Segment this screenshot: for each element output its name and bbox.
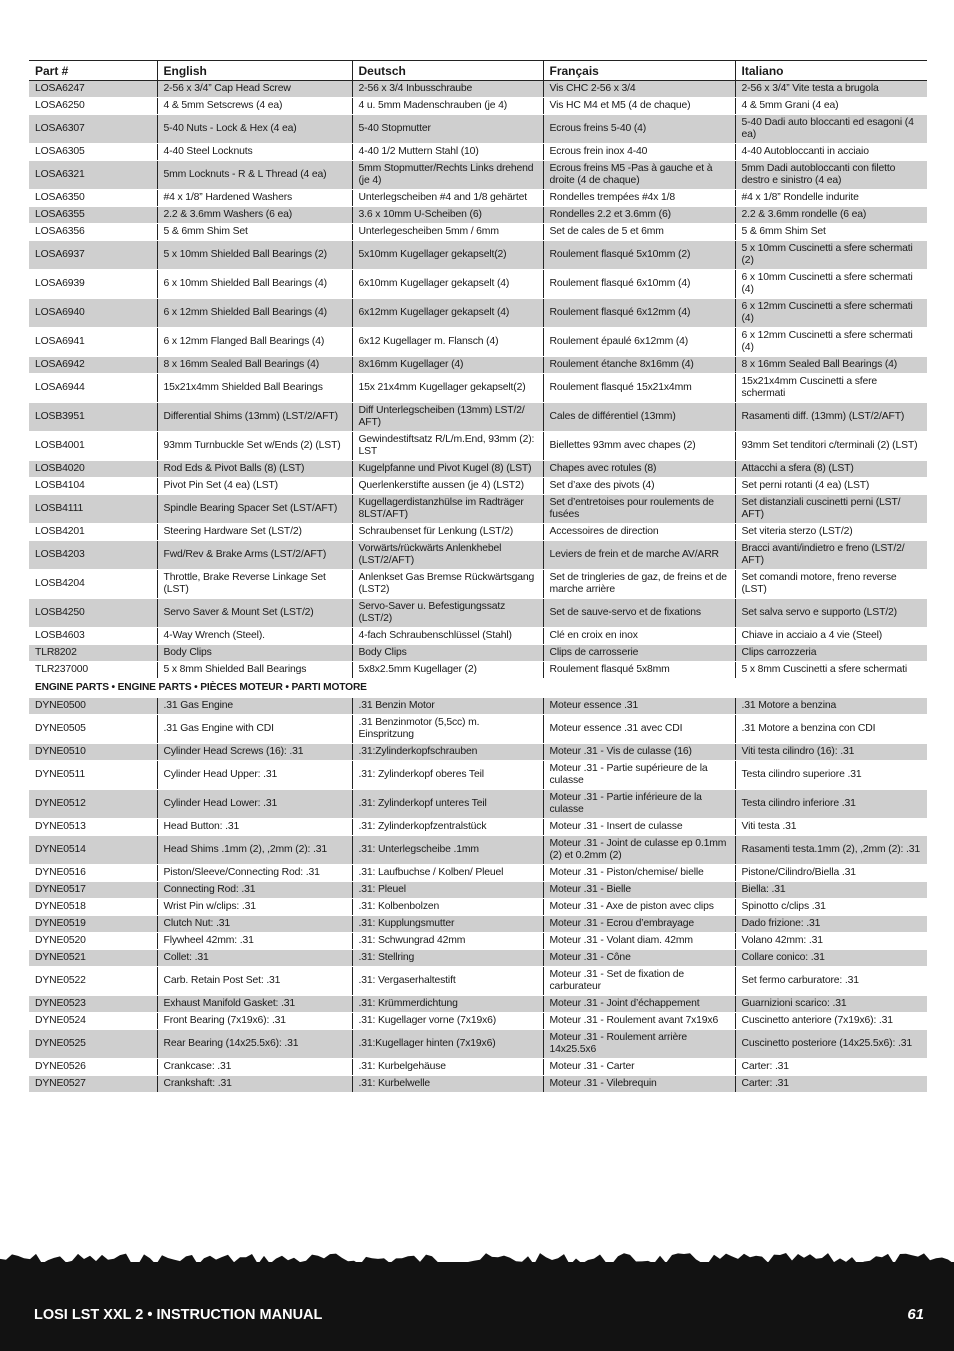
italiano-cell: 2.2 & 3.6mm rondelle (6 ea)	[735, 207, 927, 224]
table-row	[29, 645, 927, 662]
english-cell: Cylinder Head Lower: .31	[157, 790, 352, 819]
part-number-cell: LOSB4603	[29, 628, 157, 645]
italiano-cell: Dado frizione: .31	[735, 916, 927, 933]
francais-cell: Moteur .31 - Set de fixation de carburateur	[543, 967, 735, 996]
table-row	[29, 744, 927, 761]
english-cell: Carb. Retain Post Set: .31	[157, 967, 352, 996]
francais-cell: Moteur .31 - Carter	[543, 1059, 735, 1076]
francais-cell: Chapes avec rotules (8)	[543, 461, 735, 478]
deutsch-cell: .31: Zylinderkopf unteres Teil	[352, 790, 543, 819]
part-number-cell: LOSB4001	[29, 432, 157, 461]
deutsch-cell: Unterlegscheiben #4 and 1/8 gehärtet	[352, 190, 543, 207]
part-number-cell: LOSB4204	[29, 570, 157, 599]
section-row	[29, 679, 927, 698]
table-row	[29, 299, 927, 328]
francais-cell: Moteur essence .31 avec CDI	[543, 715, 735, 744]
table-row	[29, 224, 927, 241]
english-cell: Steering Hardware Set (LST/2)	[157, 524, 352, 541]
page-number: 61	[907, 1306, 924, 1323]
francais-cell: Moteur essence .31	[543, 698, 735, 715]
english-cell: .31 Gas Engine	[157, 698, 352, 715]
francais-cell: Set de cales de 5 et 6mm	[543, 224, 735, 241]
italiano-cell: 93mm Set tenditori c/terminali (2) (LST)	[735, 432, 927, 461]
francais-cell: Moteur .31 - Volant diam. 42mm	[543, 933, 735, 950]
english-cell: 5 x 10mm Shielded Ball Bearings (2)	[157, 241, 352, 270]
deutsch-cell: 5mm Stopmutter/Rechts Links drehend (je 4)	[352, 161, 543, 190]
italiano-cell: Testa cilindro inferiore .31	[735, 790, 927, 819]
table-row	[29, 1059, 927, 1076]
francais-cell: Clips de carrosserie	[543, 645, 735, 662]
francais-cell: Set de tringleries de gaz, de freins et de marche arrière	[543, 570, 735, 599]
table-row	[29, 967, 927, 996]
deutsch-cell: Kugelpfanne und Pivot Kugel (8) (LST)	[352, 461, 543, 478]
part-number-cell: LOSA6307	[29, 115, 157, 144]
francais-cell: Moteur .31 - Cône	[543, 950, 735, 967]
part-number-cell: DYNE0519	[29, 916, 157, 933]
italiano-cell: 4 & 5mm Grani (4 ea)	[735, 98, 927, 115]
table-row	[29, 819, 927, 836]
part-number-cell: LOSB4203	[29, 541, 157, 570]
francais-cell: Roulement étanche 8x16mm (4)	[543, 357, 735, 374]
table-row	[29, 357, 927, 374]
table-row	[29, 81, 927, 98]
section-title: ENGINE PARTS • ENGINE PARTS • PIÈCES MOTEUR • PARTI MOTORE	[29, 679, 927, 698]
italiano-cell: Cuscinetto anteriore (7x19x6): .31	[735, 1013, 927, 1030]
part-number-cell: LOSA6305	[29, 144, 157, 161]
francais-cell: Moteur .31 - Vis de culasse (16)	[543, 744, 735, 761]
table-row	[29, 541, 927, 570]
italiano-cell: 6 x 10mm Cuscinetti a sfere schermati (4)	[735, 270, 927, 299]
english-cell: 93mm Turnbuckle Set w/Ends (2) (LST)	[157, 432, 352, 461]
table-row	[29, 865, 927, 882]
deutsch-cell: 8x16mm Kugellager (4)	[352, 357, 543, 374]
deutsch-cell: .31: Zylinderkopfzentralstück	[352, 819, 543, 836]
table-row	[29, 899, 927, 916]
english-cell: Clutch Nut: .31	[157, 916, 352, 933]
header-english: English	[157, 61, 352, 81]
parts-table	[29, 60, 927, 1093]
english-cell: Crankcase: .31	[157, 1059, 352, 1076]
italiano-cell: Rasamenti diff. (13mm) (LST/2/AFT)	[735, 403, 927, 432]
table-row	[29, 628, 927, 645]
italiano-cell: Rasamenti testa.1mm (2), ,2mm (2): .31	[735, 836, 927, 865]
english-cell: Servo Saver & Mount Set (LST/2)	[157, 599, 352, 628]
deutsch-cell: .31:Kugellager hinten (7x19x6)	[352, 1030, 543, 1059]
deutsch-cell: Unterlegescheiben 5mm / 6mm	[352, 224, 543, 241]
deutsch-cell: 4-fach Schraubenschlüssel (Stahl)	[352, 628, 543, 645]
english-cell: Collet: .31	[157, 950, 352, 967]
header-deutsch: Deutsch	[352, 61, 543, 81]
deutsch-cell: .31: Zylinderkopf oberes Teil	[352, 761, 543, 790]
deutsch-cell: Diff Unterlegscheiben (13mm) LST/2/ AFT)	[352, 403, 543, 432]
part-number-cell: DYNE0522	[29, 967, 157, 996]
francais-cell: Moteur .31 - Joint de culasse ep 0.1mm (2) et 0.2mm (2)	[543, 836, 735, 865]
part-number-cell: LOSA6355	[29, 207, 157, 224]
english-cell: 6 x 10mm Shielded Ball Bearings (4)	[157, 270, 352, 299]
part-number-cell: LOSB3951	[29, 403, 157, 432]
francais-cell: Rondelles trempées #4x 1/8	[543, 190, 735, 207]
deutsch-cell: 5x8x2.5mm Kugellager (2)	[352, 662, 543, 679]
italiano-cell: 15x21x4mm Cuscinetti a sfere schermati	[735, 374, 927, 403]
deutsch-cell: .31: Unterlegscheibe .1mm	[352, 836, 543, 865]
deutsch-cell: Vorwärts/rückwärts Anlenkhebel (LST/2/AFT)	[352, 541, 543, 570]
part-number-cell: DYNE0516	[29, 865, 157, 882]
table-row	[29, 478, 927, 495]
francais-cell: Moteur .31 - Partie inférieure de la culasse	[543, 790, 735, 819]
table-row	[29, 115, 927, 144]
header-italiano: Italiano	[735, 61, 927, 81]
francais-cell: Ecrous frein inox 4-40	[543, 144, 735, 161]
italiano-cell: Testa cilindro superiore .31	[735, 761, 927, 790]
deutsch-cell: 4 u. 5mm Madenschrauben (je 4)	[352, 98, 543, 115]
table-row	[29, 933, 927, 950]
part-number-cell: LOSB4111	[29, 495, 157, 524]
part-number-cell: LOSB4201	[29, 524, 157, 541]
italiano-cell: 6 x 12mm Cuscinetti a sfere schermati (4)	[735, 328, 927, 357]
francais-cell: Roulement flasqué 5x8mm	[543, 662, 735, 679]
italiano-cell: Carter: .31	[735, 1059, 927, 1076]
deutsch-cell: .31: Kolbenbolzen	[352, 899, 543, 916]
francais-cell: Rondelles 2.2 et 3.6mm (6)	[543, 207, 735, 224]
francais-cell: Moteur .31 - Roulement arrière 14x25.5x6	[543, 1030, 735, 1059]
deutsch-cell: .31: Pleuel	[352, 882, 543, 899]
english-cell: Body Clips	[157, 645, 352, 662]
francais-cell: Moteur .31 - Axe de piston avec clips	[543, 899, 735, 916]
english-cell: Connecting Rod: .31	[157, 882, 352, 899]
francais-cell: Roulement épaulé 6x12mm (4)	[543, 328, 735, 357]
deutsch-cell: Schraubenset für Lenkung (LST/2)	[352, 524, 543, 541]
part-number-cell: DYNE0525	[29, 1030, 157, 1059]
english-cell: 8 x 16mm Sealed Ball Bearings (4)	[157, 357, 352, 374]
part-number-cell: LOSA6944	[29, 374, 157, 403]
table-row	[29, 98, 927, 115]
part-number-cell: DYNE0500	[29, 698, 157, 715]
table-row	[29, 790, 927, 819]
francais-cell: Cales de différentiel (13mm)	[543, 403, 735, 432]
part-number-cell: DYNE0518	[29, 899, 157, 916]
francais-cell: Roulement flasqué 6x10mm (4)	[543, 270, 735, 299]
table-row	[29, 374, 927, 403]
english-cell: Piston/Sleeve/Connecting Rod: .31	[157, 865, 352, 882]
italiano-cell: 5 & 6mm Shim Set	[735, 224, 927, 241]
english-cell: Fwd/Rev & Brake Arms (LST/2/AFT)	[157, 541, 352, 570]
header-francais: Français	[543, 61, 735, 81]
deutsch-cell: 6x10mm Kugellager gekapselt (4)	[352, 270, 543, 299]
deutsch-cell: Gewindestiftsatz R/L/m.End, 93mm (2): LST	[352, 432, 543, 461]
english-cell: 6 x 12mm Flanged Ball Bearings (4)	[157, 328, 352, 357]
deutsch-cell: 6x12mm Kugellager gekapselt (4)	[352, 299, 543, 328]
italiano-cell: Clips carrozzeria	[735, 645, 927, 662]
part-number-cell: DYNE0526	[29, 1059, 157, 1076]
table-row	[29, 950, 927, 967]
italiano-cell: 5-40 Dadi auto bloccanti ed esagoni (4 ea)	[735, 115, 927, 144]
francais-cell: Moteur .31 - Partie supérieure de la culasse	[543, 761, 735, 790]
italiano-cell: Viti testa .31	[735, 819, 927, 836]
english-cell: Spindle Bearing Spacer Set (LST/AFT)	[157, 495, 352, 524]
deutsch-cell: 5-40 Stopmutter	[352, 115, 543, 144]
part-number-cell: LOSA6250	[29, 98, 157, 115]
part-number-cell: TLR237000	[29, 662, 157, 679]
deutsch-cell: Servo-Saver u. Befestigungssatz (LST/2)	[352, 599, 543, 628]
italiano-cell: Attacchi a sfera (8) (LST)	[735, 461, 927, 478]
part-number-cell: LOSB4104	[29, 478, 157, 495]
italiano-cell: Set fermo carburatore: .31	[735, 967, 927, 996]
francais-cell: Roulement flasqué 15x21x4mm	[543, 374, 735, 403]
deutsch-cell: .31: Laufbuchse / Kolben/ Pleuel	[352, 865, 543, 882]
english-cell: Cylinder Head Upper: .31	[157, 761, 352, 790]
english-cell: 15x21x4mm Shielded Ball Bearings	[157, 374, 352, 403]
deutsch-cell: .31 Benzinmotor (5,5cc) m. Einspritzung	[352, 715, 543, 744]
english-cell: Differential Shims (13mm) (LST/2/AFT)	[157, 403, 352, 432]
footer-title: LOSI LST XXL 2 • INSTRUCTION MANUAL	[34, 1307, 323, 1323]
francais-cell: Clé en croix en inox	[543, 628, 735, 645]
italiano-cell: 5 x 10mm Cuscinetti a sfere schermati (2)	[735, 241, 927, 270]
table-row	[29, 328, 927, 357]
table-row	[29, 207, 927, 224]
table-header-row	[29, 61, 927, 81]
francais-cell: Set de sauve-servo et de fixations	[543, 599, 735, 628]
part-number-cell: LOSA6937	[29, 241, 157, 270]
part-number-cell: LOSA6939	[29, 270, 157, 299]
english-cell: Exhaust Manifold Gasket: .31	[157, 996, 352, 1013]
deutsch-cell: Anlenkset Gas Bremse Rückwärtsgang (LST2)	[352, 570, 543, 599]
francais-cell: Vis HC M4 et M5 (4 de chaque)	[543, 98, 735, 115]
francais-cell: Set d’entretoises pour roulements de fusées	[543, 495, 735, 524]
italiano-cell: Pistone/Cilindro/Biella .31	[735, 865, 927, 882]
english-cell: #4 x 1/8” Hardened Washers	[157, 190, 352, 207]
deutsch-cell: 6x12 Kugellager m. Flansch (4)	[352, 328, 543, 357]
part-number-cell: DYNE0514	[29, 836, 157, 865]
francais-cell: Moteur .31 - Bielle	[543, 882, 735, 899]
table-row	[29, 882, 927, 899]
italiano-cell: Set viteria sterzo (LST/2)	[735, 524, 927, 541]
table-row	[29, 996, 927, 1013]
italiano-cell: .31 Motore a benzina	[735, 698, 927, 715]
part-number-cell: LOSA6247	[29, 81, 157, 98]
part-number-cell: LOSA6321	[29, 161, 157, 190]
table-row	[29, 495, 927, 524]
table-row	[29, 461, 927, 478]
english-cell: Crankshaft: .31	[157, 1076, 352, 1093]
francais-cell: Leviers de frein et de marche AV/ARR	[543, 541, 735, 570]
italiano-cell: Viti testa cilindro (16): .31	[735, 744, 927, 761]
english-cell: Head Shims .1mm (2), ,2mm (2): .31	[157, 836, 352, 865]
deutsch-cell: .31: Krümmerdichtung	[352, 996, 543, 1013]
english-cell: Flywheel 42mm: .31	[157, 933, 352, 950]
italiano-cell: Set distanziali cuscinetti perni (LST/ AFT)	[735, 495, 927, 524]
part-number-cell: DYNE0527	[29, 1076, 157, 1093]
part-number-cell: LOSA6940	[29, 299, 157, 328]
part-number-cell: DYNE0524	[29, 1013, 157, 1030]
italiano-cell: Volano 42mm: .31	[735, 933, 927, 950]
deutsch-cell: .31: Stellring	[352, 950, 543, 967]
deutsch-cell: .31: Kupplungsmutter	[352, 916, 543, 933]
part-number-cell: LOSB4250	[29, 599, 157, 628]
part-number-cell: DYNE0512	[29, 790, 157, 819]
part-number-cell: LOSA6350	[29, 190, 157, 207]
english-cell: 5 & 6mm Shim Set	[157, 224, 352, 241]
english-cell: 4-40 Steel Locknuts	[157, 144, 352, 161]
english-cell: Cylinder Head Screws (16): .31	[157, 744, 352, 761]
table-row	[29, 161, 927, 190]
english-cell: Head Button: .31	[157, 819, 352, 836]
table-row	[29, 662, 927, 679]
table-row	[29, 698, 927, 715]
italiano-cell: Collare conico: .31	[735, 950, 927, 967]
table-row	[29, 432, 927, 461]
english-cell: Front Bearing (7x19x6): .31	[157, 1013, 352, 1030]
italiano-cell: Set comandi motore, freno reverse (LST)	[735, 570, 927, 599]
francais-cell: Accessoires de direction	[543, 524, 735, 541]
francais-cell: Set d’axe des pivots (4)	[543, 478, 735, 495]
english-cell: 2.2 & 3.6mm Washers (6 ea)	[157, 207, 352, 224]
deutsch-cell: 15x 21x4mm Kugellager gekapselt(2)	[352, 374, 543, 403]
part-number-cell: DYNE0511	[29, 761, 157, 790]
table-row	[29, 144, 927, 161]
english-cell: 4 & 5mm Setscrews (4 ea)	[157, 98, 352, 115]
italiano-cell: Chiave in acciaio a 4 vie (Steel)	[735, 628, 927, 645]
table-row	[29, 836, 927, 865]
header-part-number: Part #	[29, 61, 157, 81]
italiano-cell: 4-40 Autobloccanti in acciaio	[735, 144, 927, 161]
francais-cell: Vis CHC 2-56 x 3/4	[543, 81, 735, 98]
italiano-cell: 5mm Dadi autobloccanti con filetto destro e sinistro (4 ea)	[735, 161, 927, 190]
deutsch-cell: .31:Zylinderkopfschrauben	[352, 744, 543, 761]
italiano-cell: .31 Motore a benzina con CDI	[735, 715, 927, 744]
deutsch-cell: 4-40 1/2 Muttern Stahl (10)	[352, 144, 543, 161]
english-cell: 5mm Locknuts - R & L Thread (4 ea)	[157, 161, 352, 190]
table-row	[29, 190, 927, 207]
deutsch-cell: 5x10mm Kugellager gekapselt(2)	[352, 241, 543, 270]
part-number-cell: LOSA6942	[29, 357, 157, 374]
italiano-cell: Guarnizioni scarico: .31	[735, 996, 927, 1013]
francais-cell: Roulement flasqué 6x12mm (4)	[543, 299, 735, 328]
table-row	[29, 241, 927, 270]
english-cell: .31 Gas Engine with CDI	[157, 715, 352, 744]
part-number-cell: DYNE0521	[29, 950, 157, 967]
italiano-cell: 6 x 12mm Cuscinetti a sfere schermati (4)	[735, 299, 927, 328]
english-cell: Wrist Pin w/clips: .31	[157, 899, 352, 916]
francais-cell: Moteur .31 - Roulement avant 7x19x6	[543, 1013, 735, 1030]
english-cell: Throttle, Brake Reverse Linkage Set (LST)	[157, 570, 352, 599]
part-number-cell: DYNE0505	[29, 715, 157, 744]
francais-cell: Ecrous freins 5-40 (4)	[543, 115, 735, 144]
francais-cell: Ecrous freins M5 -Pas à gauche et à droite (4 de chaque)	[543, 161, 735, 190]
francais-cell: Moteur .31 - Insert de culasse	[543, 819, 735, 836]
francais-cell: Moteur .31 - Vilebrequin	[543, 1076, 735, 1093]
francais-cell: Roulement flasqué 5x10mm (2)	[543, 241, 735, 270]
table-row	[29, 761, 927, 790]
part-number-cell: DYNE0513	[29, 819, 157, 836]
english-cell: 5-40 Nuts - Lock & Hex (4 ea)	[157, 115, 352, 144]
deutsch-cell: .31: Vergaserhaltestift	[352, 967, 543, 996]
francais-cell: Moteur .31 - Joint d’échappement	[543, 996, 735, 1013]
part-number-cell: DYNE0523	[29, 996, 157, 1013]
english-cell: Pivot Pin Set (4 ea) (LST)	[157, 478, 352, 495]
table-row	[29, 1030, 927, 1059]
part-number-cell: DYNE0510	[29, 744, 157, 761]
english-cell: 4-Way Wrench (Steel).	[157, 628, 352, 645]
english-cell: 2-56 x 3/4” Cap Head Screw	[157, 81, 352, 98]
italiano-cell: Bracci avanti/indietro e freno (LST/2/ AFT)	[735, 541, 927, 570]
francais-cell: Moteur .31 - Ecrou d’embrayage	[543, 916, 735, 933]
italiano-cell: Carter: .31	[735, 1076, 927, 1093]
part-number-cell: DYNE0520	[29, 933, 157, 950]
deutsch-cell: .31: Kurbelgehäuse	[352, 1059, 543, 1076]
table-row	[29, 270, 927, 299]
deutsch-cell: Querlenkerstifte aussen (je 4) (LST2)	[352, 478, 543, 495]
deutsch-cell: .31: Kurbelwelle	[352, 1076, 543, 1093]
table-row	[29, 570, 927, 599]
italiano-cell: 2-56 x 3/4” Vite testa a brugola	[735, 81, 927, 98]
italiano-cell: #4 x 1/8” Rondelle indurite	[735, 190, 927, 207]
english-cell: 5 x 8mm Shielded Ball Bearings	[157, 662, 352, 679]
part-number-cell: LOSA6356	[29, 224, 157, 241]
deutsch-cell: 3.6 x 10mm U-Scheiben (6)	[352, 207, 543, 224]
italiano-cell: Set perni rotanti (4 ea) (LST)	[735, 478, 927, 495]
table-row	[29, 599, 927, 628]
italiano-cell: Set salva servo e supporto (LST/2)	[735, 599, 927, 628]
deutsch-cell: .31 Benzin Motor	[352, 698, 543, 715]
part-number-cell: LOSA6941	[29, 328, 157, 357]
part-number-cell: TLR8202	[29, 645, 157, 662]
italiano-cell: Spinotto c/clips .31	[735, 899, 927, 916]
italiano-cell: 5 x 8mm Cuscinetti a sfere schermati	[735, 662, 927, 679]
deutsch-cell: Body Clips	[352, 645, 543, 662]
table-row	[29, 1076, 927, 1093]
deutsch-cell: 2-56 x 3/4 Inbusschraube	[352, 81, 543, 98]
deutsch-cell: .31: Schwungrad 42mm	[352, 933, 543, 950]
deutsch-cell: .31: Kugellager vorne (7x19x6)	[352, 1013, 543, 1030]
table-row	[29, 916, 927, 933]
table-row	[29, 715, 927, 744]
english-cell: Rod Eds & Pivot Balls (8) (LST)	[157, 461, 352, 478]
table-row	[29, 1013, 927, 1030]
italiano-cell: 8 x 16mm Sealed Ball Bearings (4)	[735, 357, 927, 374]
part-number-cell: LOSB4020	[29, 461, 157, 478]
italiano-cell: Biella: .31	[735, 882, 927, 899]
english-cell: 6 x 12mm Shielded Ball Bearings (4)	[157, 299, 352, 328]
francais-cell: Moteur .31 - Piston/chemise/ bielle	[543, 865, 735, 882]
deutsch-cell: Kugellagerdistanzhülse im Radträger 8LST/AFT)	[352, 495, 543, 524]
part-number-cell: DYNE0517	[29, 882, 157, 899]
table-row	[29, 524, 927, 541]
english-cell: Rear Bearing (14x25.5x6): .31	[157, 1030, 352, 1059]
italiano-cell: Cuscinetto posteriore (14x25.5x6): .31	[735, 1030, 927, 1059]
table-row	[29, 403, 927, 432]
francais-cell: Biellettes 93mm avec chapes (2)	[543, 432, 735, 461]
